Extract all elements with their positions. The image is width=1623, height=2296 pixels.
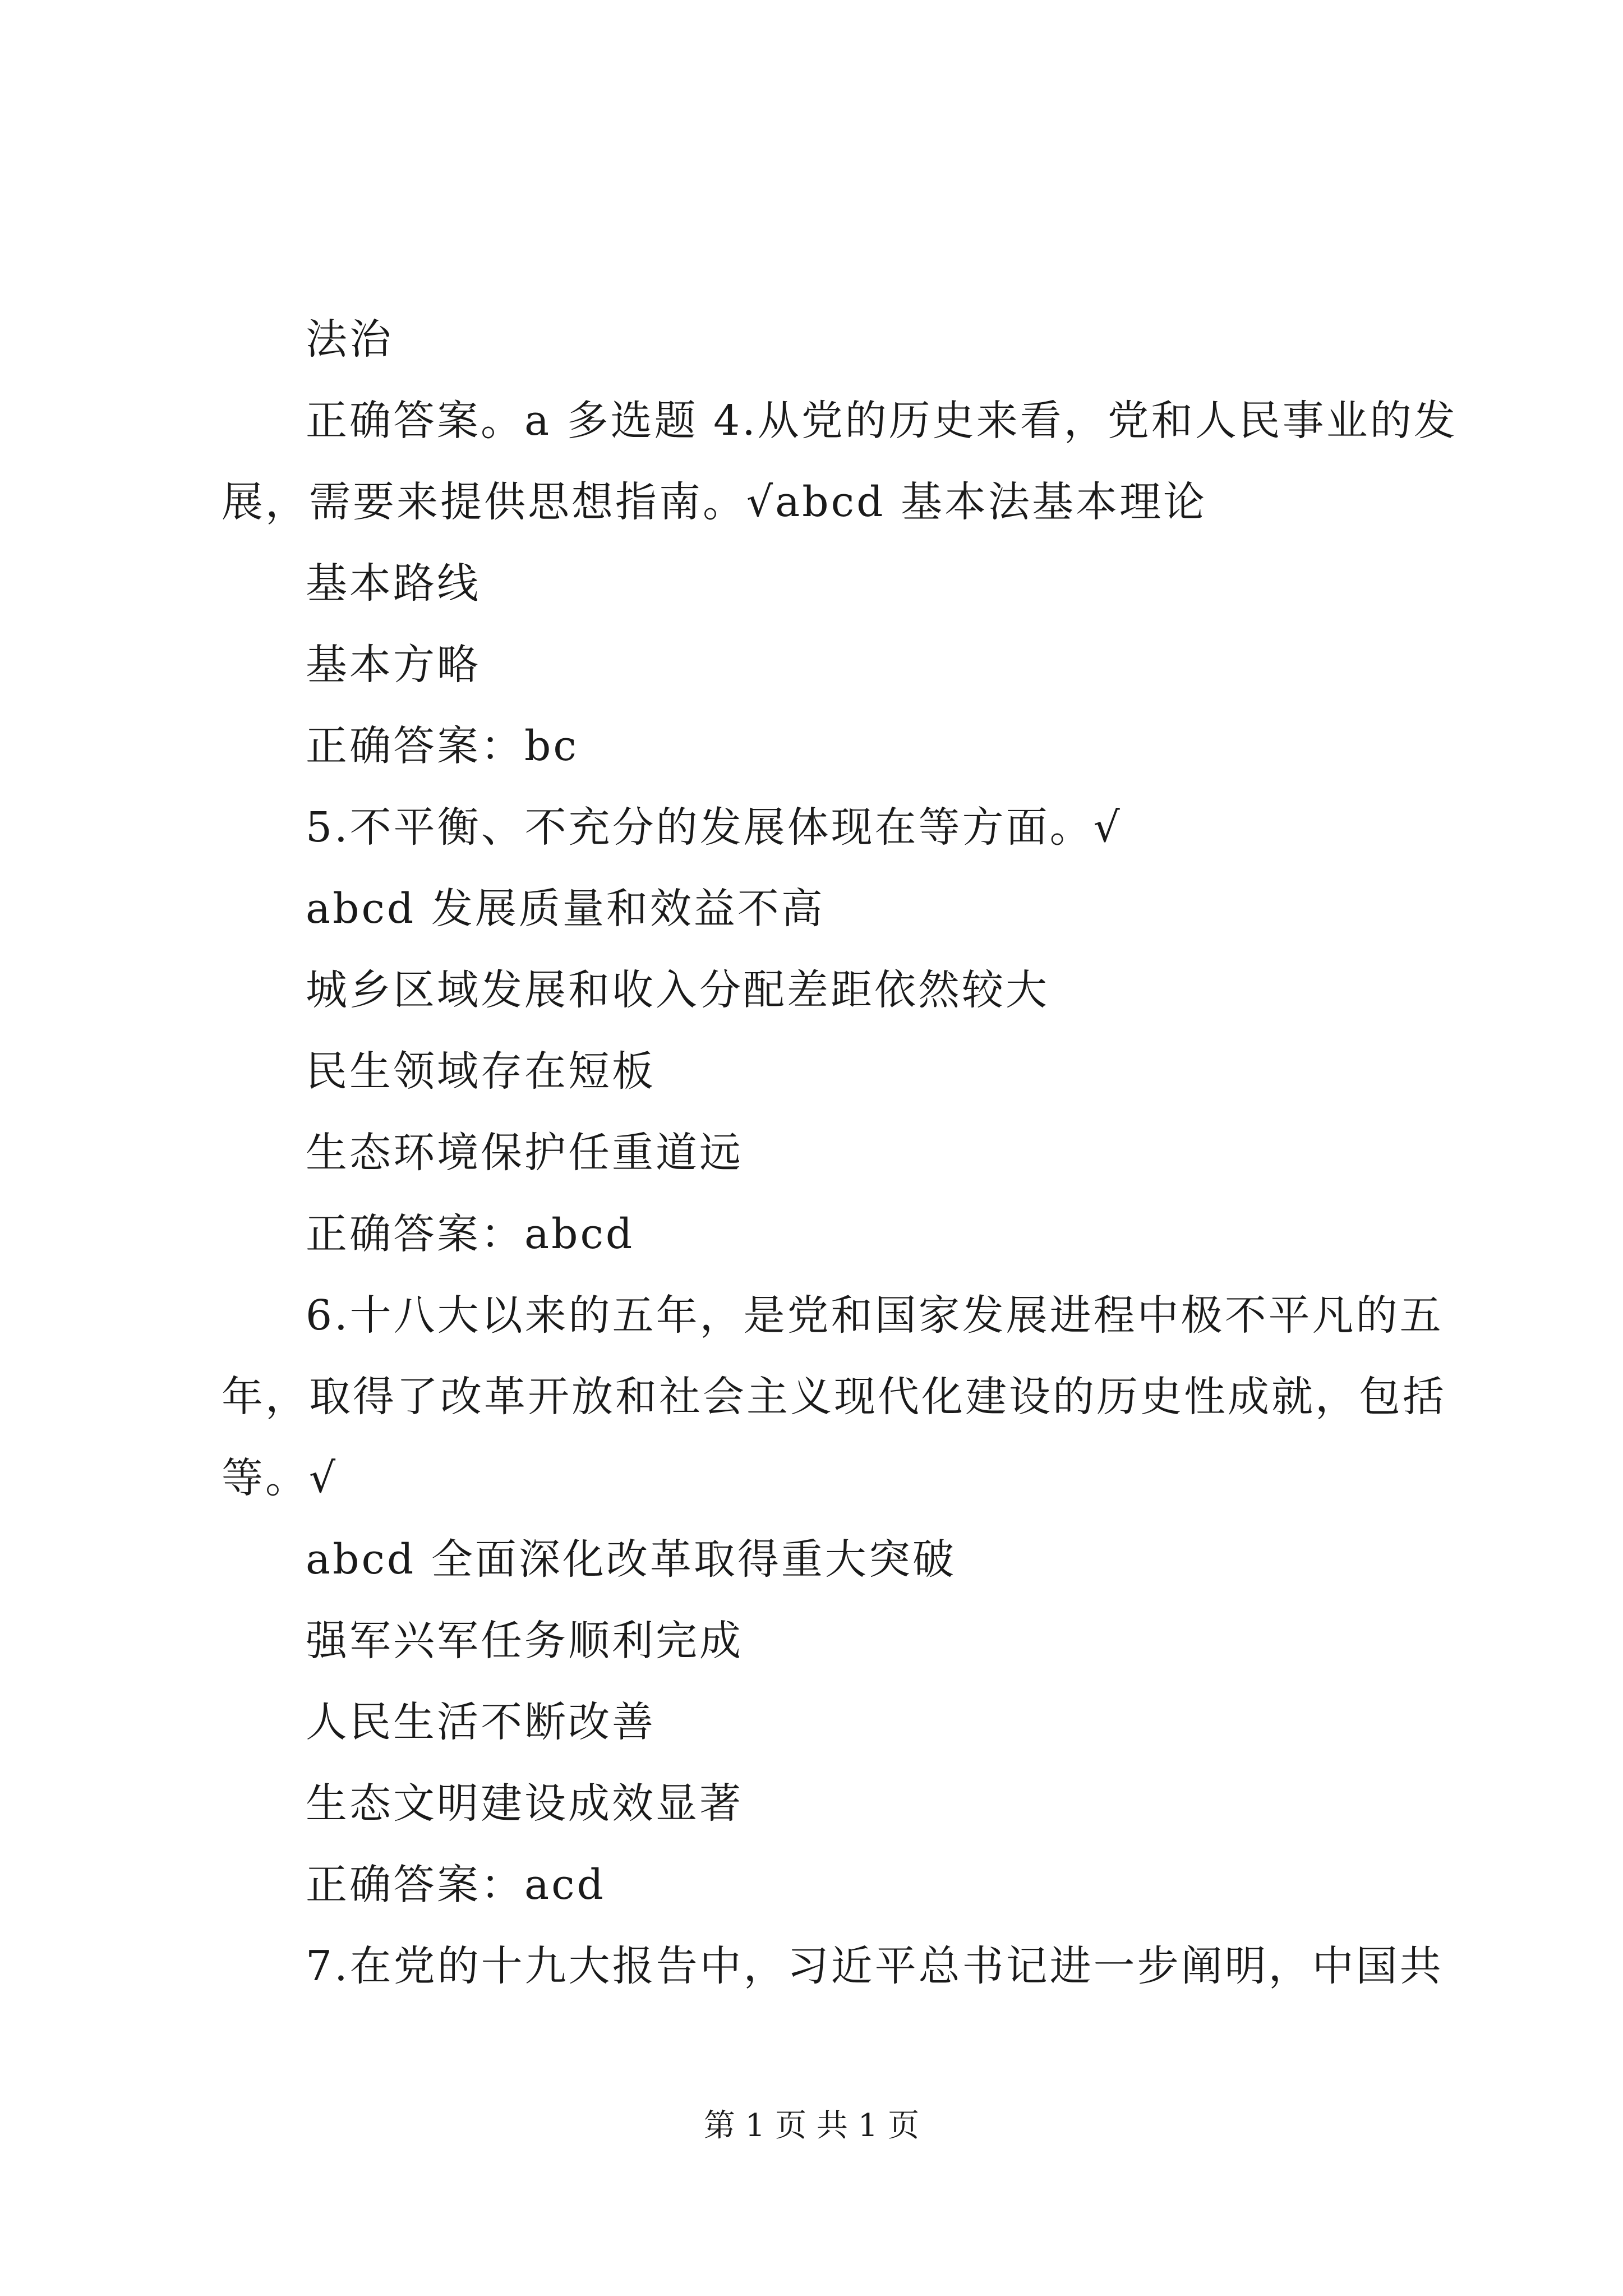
- option-line: 城乡区域发展和收入分配差距依然较大: [306, 966, 1049, 1014]
- option-line: 生态文明建设成效显著: [306, 1779, 743, 1828]
- answer-line: 正确答案：abcd: [306, 1210, 635, 1258]
- text-line: 等。√: [222, 1454, 338, 1502]
- option-line: 强军兴军任务顺利完成: [306, 1617, 743, 1665]
- option-line: 生态环境保护任重道远: [306, 1129, 743, 1177]
- text-line: 正确答案。a 多选题 4.从党的历史来看，党和人民事业的发: [306, 397, 1458, 445]
- answer-line: 正确答案：bc: [306, 722, 579, 770]
- option-line: 民生领域存在短板: [306, 1047, 656, 1096]
- answer-line: 正确答案：acd: [306, 1861, 606, 1909]
- option-line: 人民生活不断改善: [306, 1698, 656, 1746]
- text-line: 展，需要来提供思想指南。√abcd 基本法基本理论: [222, 478, 1207, 526]
- text-line: 基本方略: [306, 641, 481, 689]
- question-line: 6.十八大以来的五年，是党和国家发展进程中极不平凡的五: [306, 1291, 1444, 1340]
- question-line: 7.在党的十九大报告中，习近平总书记进一步阐明，中国共: [306, 1942, 1444, 1990]
- option-line: abcd 发展质量和效益不高: [306, 885, 825, 933]
- text-line: 年，取得了改革开放和社会主义现代化建设的历史性成就，包括: [222, 1373, 1446, 1421]
- question-line: 5.不平衡、不充分的发展体现在等方面。√: [306, 803, 1122, 852]
- option-line: abcd 全面深化改革取得重大突破: [306, 1535, 956, 1584]
- text-line: 法治: [306, 315, 393, 364]
- text-line: 基本路线: [306, 559, 481, 608]
- page-footer: 第 1 页 共 1 页: [703, 2108, 920, 2144]
